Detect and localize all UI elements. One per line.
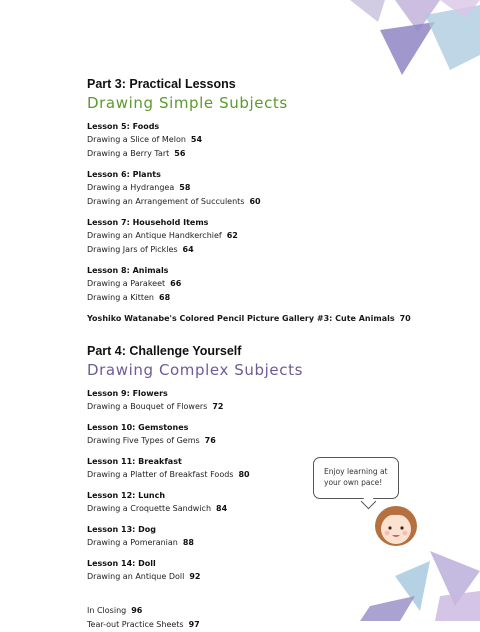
toc-entry xyxy=(87,181,417,195)
speech-bubble-text xyxy=(324,466,394,488)
toc-entry-text: Tear-out Practice Sheets xyxy=(87,620,184,629)
toc-entry-text: Drawing a Pomeranian xyxy=(87,538,178,547)
lesson-6 xyxy=(87,169,417,209)
toc-entry xyxy=(87,400,417,414)
lesson-title: Lesson 5: Foods xyxy=(87,122,160,131)
page-number: 68 xyxy=(159,293,171,302)
page-number: 56 xyxy=(174,149,186,158)
page-number: 58 xyxy=(179,183,191,192)
toc-entry xyxy=(87,291,417,305)
lesson-title: Lesson 7: Household Items xyxy=(87,218,209,227)
lesson-title: Lesson 12: Lunch xyxy=(87,491,166,500)
lesson-13 xyxy=(87,524,417,550)
lesson-7 xyxy=(87,217,417,257)
part-3-section xyxy=(87,76,417,325)
speech-bubble-line: your own pace! xyxy=(324,478,383,487)
smiling-girl-icon xyxy=(370,498,422,550)
lesson-title: Lesson 11: Breakfast xyxy=(87,457,182,466)
toc-entry-text: In Closing xyxy=(87,606,127,615)
page-number: 62 xyxy=(226,231,238,240)
lesson-9 xyxy=(87,388,417,414)
toc-entry xyxy=(87,570,417,584)
page-number: 80 xyxy=(238,470,250,479)
toc-entry-text: Drawing a Platter of Breakfast Foods xyxy=(87,470,234,479)
part-3-subtitle: Drawing Simple Subjects xyxy=(87,94,288,112)
table-of-contents xyxy=(87,76,417,632)
toc-entry xyxy=(87,133,417,147)
toc-entry-text: Drawing a Berry Tart xyxy=(87,149,170,158)
toc-entry-text: Drawing an Antique Handkerchief xyxy=(87,231,222,240)
toc-entry xyxy=(87,195,417,209)
toc-entry xyxy=(87,536,417,550)
page-number: 92 xyxy=(189,572,201,581)
toc-entry xyxy=(87,147,417,161)
toc-entry-text: Drawing Five Types of Gems xyxy=(87,436,200,445)
gallery-entry xyxy=(87,313,417,325)
toc-entry xyxy=(87,243,417,257)
speech-bubble-line: Enjoy learning at xyxy=(324,467,388,476)
lesson-title: Lesson 10: Gemstones xyxy=(87,423,189,432)
page-number: 88 xyxy=(182,538,194,547)
toc-entry xyxy=(87,618,417,632)
part-4-title: Part 4: Challenge Yourself xyxy=(87,344,242,358)
closing-section xyxy=(87,604,417,632)
page-number: 96 xyxy=(131,606,143,615)
part-4-subtitle: Drawing Complex Subjects xyxy=(87,361,303,379)
toc-entry-text: Drawing a Slice of Melon xyxy=(87,135,186,144)
page-number: 70 xyxy=(399,314,411,323)
toc-entry-text: Drawing Jars of Pickles xyxy=(87,245,178,254)
toc-entry xyxy=(87,229,417,243)
lesson-title: Lesson 14: Doll xyxy=(87,559,156,568)
toc-entry xyxy=(87,434,417,448)
page-number: 97 xyxy=(188,620,200,629)
page-number: 54 xyxy=(190,135,203,144)
page-number: 64 xyxy=(182,245,194,254)
part-3-title: Part 3: Practical Lessons xyxy=(87,77,236,91)
lesson-title: Lesson 9: Flowers xyxy=(87,389,168,398)
toc-entry xyxy=(87,277,417,291)
page-number: 72 xyxy=(212,402,224,411)
toc-entry xyxy=(87,604,417,618)
page-number: 84 xyxy=(216,504,228,513)
toc-entry-text: Drawing a Kitten xyxy=(87,293,154,302)
toc-entry-text: Drawing an Arrangement of Succulents xyxy=(87,197,245,206)
toc-entry-text: Drawing a Croquette Sandwich xyxy=(87,504,212,513)
lesson-5 xyxy=(87,121,417,161)
toc-entry-text: Drawing a Bouquet of Flowers xyxy=(87,402,208,411)
toc-entry-text: Drawing a Hydrangea xyxy=(87,183,175,192)
watercolor-triangles-top-decoration xyxy=(340,0,480,80)
lesson-8 xyxy=(87,265,417,305)
page-number: 60 xyxy=(249,197,261,206)
speech-bubble xyxy=(313,457,399,499)
lesson-title: Lesson 8: Animals xyxy=(87,266,169,275)
toc-entry-text: Drawing a Parakeet xyxy=(87,279,166,288)
lesson-14 xyxy=(87,558,417,584)
page-number: 66 xyxy=(170,279,182,288)
gallery-entry-text: Yoshiko Watanabe's Colored Pencil Picture Gallery #3: Cute Animals xyxy=(87,314,395,323)
toc-entry-text: Drawing an Antique Doll xyxy=(87,572,185,581)
lesson-10 xyxy=(87,422,417,448)
lesson-title: Lesson 6: Plants xyxy=(87,170,161,179)
page-number: 76 xyxy=(204,436,216,445)
lesson-title: Lesson 13: Dog xyxy=(87,525,157,534)
